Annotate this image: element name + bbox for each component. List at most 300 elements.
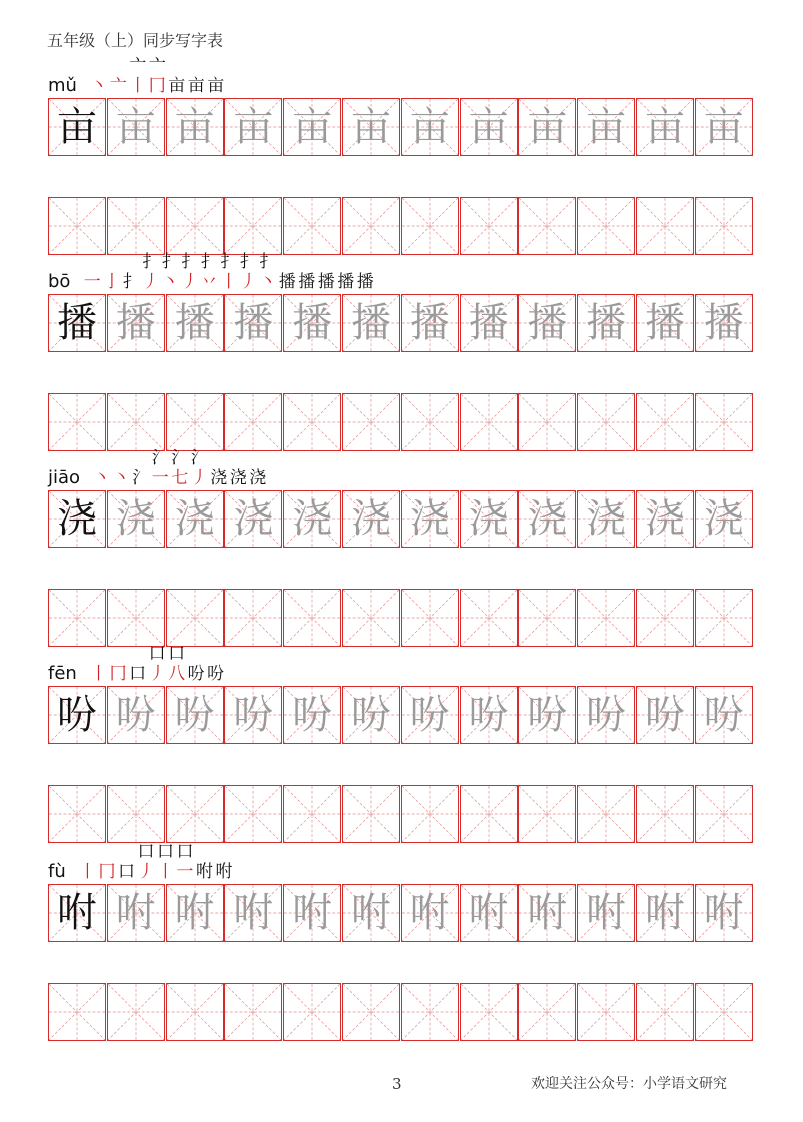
trace-cell: [224, 490, 282, 548]
stroke-new: 丨: [157, 862, 174, 882]
stroke-new: 一: [83, 272, 101, 292]
stroke-step: [229, 468, 249, 488]
practice-cell[interactable]: [48, 197, 106, 255]
stroke-base: 浇: [249, 468, 267, 488]
practice-cell[interactable]: [342, 197, 400, 255]
practice-cell[interactable]: [283, 983, 341, 1041]
practice-cell[interactable]: [342, 393, 400, 451]
trace-character: 吩: [350, 692, 391, 738]
trace-character: 浇: [292, 496, 333, 542]
trace-character: 吩: [644, 692, 685, 738]
practice-cell[interactable]: [166, 393, 224, 451]
trace-cell: [283, 490, 341, 548]
tianzige-guide: [108, 590, 164, 646]
practice-cell[interactable]: [166, 589, 224, 647]
practice-cell[interactable]: [695, 197, 753, 255]
tianzige-guide: [343, 198, 399, 254]
stroke-new: 丶: [90, 76, 108, 96]
tianzige-guide: [637, 786, 693, 842]
trace-cell: [636, 294, 694, 352]
stroke-step: [117, 862, 137, 882]
stroke-base: 扌: [181, 252, 199, 272]
stroke-step: [167, 76, 187, 96]
stroke-step: [180, 252, 200, 292]
trace-character: 亩: [468, 104, 509, 150]
pinyin: jiāo: [48, 467, 81, 488]
stroke-step: [128, 664, 148, 684]
tianzige-guide: [402, 984, 458, 1040]
practice-cell[interactable]: [283, 589, 341, 647]
trace-character: 吩: [174, 692, 215, 738]
trace-cell: [695, 884, 753, 942]
trace-cell: [401, 884, 459, 942]
practice-cell[interactable]: [577, 983, 635, 1041]
trace-cell: [107, 98, 165, 156]
practice-cell[interactable]: [401, 983, 459, 1041]
trace-character: 播: [409, 300, 450, 346]
stroke-step: [147, 644, 167, 684]
tianzige-guide: [167, 394, 223, 450]
tianzige-guide: [343, 984, 399, 1040]
trace-character: 亩: [115, 104, 156, 150]
trace-cell: [107, 294, 165, 352]
trace-cell: [401, 686, 459, 744]
trace-character: 咐: [586, 890, 627, 936]
stroke-step: [186, 76, 206, 96]
stroke-step: [82, 272, 102, 292]
tianzige-guide: [49, 394, 105, 450]
tianzige-guide: [402, 394, 458, 450]
stroke-base: 口: [148, 644, 166, 664]
stroke-step: [209, 468, 229, 488]
stroke-order-line: [48, 448, 268, 488]
tianzige-guide: [343, 394, 399, 450]
stroke-order-line: [48, 644, 225, 684]
stroke-new: 八: [168, 664, 186, 684]
practice-row: [48, 393, 754, 451]
tianzige-guide: [108, 394, 164, 450]
tianzige-guide: [578, 394, 634, 450]
practice-cell[interactable]: [166, 983, 224, 1041]
stroke-step: [128, 56, 148, 96]
tianzige-guide: [696, 394, 752, 450]
stroke-base: 扌: [122, 272, 140, 292]
trace-cell: [518, 686, 576, 744]
trace-character: 咐: [409, 890, 450, 936]
practice-cell[interactable]: [401, 785, 459, 843]
practice-cell[interactable]: [342, 983, 400, 1041]
stroke-step: [219, 252, 239, 292]
trace-cell: [460, 490, 518, 548]
stroke-new: 丨: [129, 76, 147, 96]
model-character: 咐: [57, 890, 97, 936]
practice-cell[interactable]: [224, 983, 282, 1041]
stroke-base: 氵: [151, 448, 169, 468]
practice-cell[interactable]: [695, 983, 753, 1041]
stroke-step: [89, 664, 109, 684]
trace-character: 浇: [115, 496, 156, 542]
trace-cell: [518, 98, 576, 156]
stroke-step: [92, 468, 112, 488]
stroke-sequence: [92, 448, 268, 488]
stroke-base: 亩: [207, 76, 225, 96]
trace-cell: [166, 884, 224, 942]
stroke-step: [175, 842, 195, 882]
stroke-base: 浇: [210, 468, 228, 488]
stroke-step: [136, 842, 156, 882]
trace-character: 浇: [174, 496, 215, 542]
practice-cell[interactable]: [460, 197, 518, 255]
stroke-base: 口: [157, 842, 174, 862]
stroke-new: 七: [171, 468, 189, 488]
trace-cell: [401, 490, 459, 548]
practice-cell[interactable]: [636, 785, 694, 843]
tianzige-guide: [578, 786, 634, 842]
trace-cell: [166, 98, 224, 156]
tianzige-guide: [578, 590, 634, 646]
stroke-step: [258, 252, 278, 292]
practice-cell[interactable]: [224, 197, 282, 255]
tianzige-guide: [49, 786, 105, 842]
trace-cell: [342, 686, 400, 744]
practice-cell[interactable]: [695, 589, 753, 647]
tianzige-guide: [402, 786, 458, 842]
tianzige-guide: [637, 198, 693, 254]
tianzige-guide: [461, 984, 517, 1040]
trace-character: 吩: [586, 692, 627, 738]
trace-character: 浇: [468, 496, 509, 542]
trace-character: 吩: [292, 692, 333, 738]
model-cell: [48, 98, 106, 156]
trace-cell: [695, 490, 753, 548]
stroke-base: 扌: [161, 252, 179, 272]
practice-cell[interactable]: [48, 785, 106, 843]
tianzige-guide: [637, 590, 693, 646]
tianzige-guide: [461, 786, 517, 842]
stroke-step: [156, 842, 176, 882]
practice-cell[interactable]: [518, 785, 576, 843]
practice-cell[interactable]: [166, 785, 224, 843]
practice-cell[interactable]: [518, 589, 576, 647]
practice-cell[interactable]: [107, 983, 165, 1041]
practice-cell[interactable]: [224, 393, 282, 451]
trace-character: 吩: [409, 692, 450, 738]
practice-cell[interactable]: [166, 197, 224, 255]
model-cell: [48, 490, 106, 548]
practice-cell[interactable]: [518, 197, 576, 255]
tianzige-guide: [225, 786, 281, 842]
practice-cell[interactable]: [636, 393, 694, 451]
trace-cell: [166, 294, 224, 352]
tianzige-guide: [519, 786, 575, 842]
practice-cell[interactable]: [577, 589, 635, 647]
trace-character: 咐: [527, 890, 568, 936]
practice-cell[interactable]: [577, 197, 635, 255]
tianzige-guide: [343, 590, 399, 646]
tianzige-guide: [284, 984, 340, 1040]
trace-character: 浇: [644, 496, 685, 542]
practice-cell[interactable]: [283, 785, 341, 843]
tianzige-guide: [578, 198, 634, 254]
trace-character: 亩: [527, 104, 568, 150]
tianzige-guide: [696, 590, 752, 646]
tianzige-guide: [49, 590, 105, 646]
practice-cell[interactable]: [460, 393, 518, 451]
trace-cell: [283, 884, 341, 942]
stroke-step: [190, 448, 210, 488]
trace-cell: [107, 686, 165, 744]
tianzige-guide: [225, 198, 281, 254]
stroke-base: 口: [118, 862, 135, 882]
trace-cell: [695, 686, 753, 744]
tianzige-guide: [637, 394, 693, 450]
trace-character: 播: [468, 300, 509, 346]
stroke-base: 氵: [171, 448, 189, 468]
stroke-base: 咐: [196, 862, 213, 882]
trace-character: 播: [233, 300, 274, 346]
stroke-step: [355, 272, 375, 292]
stroke-new: 丶: [259, 272, 277, 292]
trace-cell: [518, 294, 576, 352]
stroke-step: [108, 664, 128, 684]
tianzige-guide: [637, 984, 693, 1040]
trace-character: 播: [350, 300, 391, 346]
practice-cell[interactable]: [48, 589, 106, 647]
trace-cell: [695, 294, 753, 352]
tianzige-guide: [519, 198, 575, 254]
tianzige-guide: [284, 198, 340, 254]
stroke-base: 吩: [187, 664, 205, 684]
tianzige-guide: [108, 984, 164, 1040]
stroke-base: 扌: [220, 252, 238, 272]
stroke-new: 丶: [161, 272, 179, 292]
trace-character: 亩: [586, 104, 627, 150]
trace-character: 咐: [233, 890, 274, 936]
trace-cell: [166, 686, 224, 744]
trace-character: 浇: [233, 496, 274, 542]
tianzige-guide: [696, 786, 752, 842]
practice-cell[interactable]: [636, 983, 694, 1041]
practice-cell[interactable]: [342, 589, 400, 647]
practice-cell[interactable]: [48, 983, 106, 1041]
model-character: 播: [57, 300, 97, 346]
practice-cell[interactable]: [636, 197, 694, 255]
stroke-base: 浇: [229, 468, 247, 488]
practice-cell[interactable]: [283, 197, 341, 255]
stroke-base: 扌: [142, 252, 160, 272]
practice-row: [48, 983, 754, 1041]
practice-cell[interactable]: [401, 197, 459, 255]
practice-cell[interactable]: [224, 785, 282, 843]
stroke-base: 播: [298, 272, 316, 292]
practice-cell[interactable]: [107, 393, 165, 451]
stroke-step: [248, 468, 268, 488]
stroke-sequence: [82, 252, 375, 292]
practice-cell[interactable]: [518, 983, 576, 1041]
model-cell: [48, 884, 106, 942]
page-title: 五年级（上）同步写字表: [47, 31, 224, 50]
model-character: 吩: [57, 692, 97, 738]
stroke-step: [206, 664, 226, 684]
tianzige-guide: [519, 590, 575, 646]
trace-cell: [107, 490, 165, 548]
practice-row: [48, 197, 754, 255]
trace-cell: [577, 294, 635, 352]
trace-character: 咐: [703, 890, 744, 936]
stroke-base: 氵: [190, 448, 208, 468]
trace-character: 播: [115, 300, 156, 346]
trace-cell: [460, 294, 518, 352]
model-cell: [48, 294, 106, 352]
trace-character: 播: [586, 300, 627, 346]
trace-cell: [342, 98, 400, 156]
stroke-step: [97, 862, 117, 882]
trace-cell: [460, 686, 518, 744]
stroke-new: 丨: [220, 272, 238, 292]
stroke-base: 亩: [168, 76, 186, 96]
stroke-new: 一: [151, 468, 169, 488]
stroke-order-line: [48, 252, 375, 292]
trace-cell: [695, 98, 753, 156]
stroke-base: 亠: [129, 56, 147, 76]
tianzige-guide: [225, 590, 281, 646]
practice-cell[interactable]: [460, 785, 518, 843]
tianzige-guide: [519, 984, 575, 1040]
trace-character: 浇: [586, 496, 627, 542]
practice-cell[interactable]: [48, 393, 106, 451]
practice-cell[interactable]: [224, 589, 282, 647]
practice-cell[interactable]: [401, 589, 459, 647]
stroke-base: 扌: [239, 252, 257, 272]
stroke-new: 丿: [239, 272, 257, 292]
tianzige-guide: [167, 590, 223, 646]
stroke-base: 扌: [259, 252, 277, 272]
tianzige-guide: [343, 786, 399, 842]
stroke-new: 丿: [181, 272, 199, 292]
trace-cell: [224, 294, 282, 352]
trace-cell: [636, 686, 694, 744]
practice-cell[interactable]: [460, 589, 518, 647]
stroke-step: [131, 468, 151, 488]
trace-character: 亩: [174, 104, 215, 150]
trace-character: 咐: [292, 890, 333, 936]
stroke-step: [147, 56, 167, 96]
tianzige-guide: [167, 198, 223, 254]
tracing-row: [48, 884, 754, 942]
tianzige-guide: [49, 984, 105, 1040]
trace-cell: [518, 884, 576, 942]
trace-cell: [460, 884, 518, 942]
stroke-step: [277, 272, 297, 292]
practice-cell[interactable]: [107, 589, 165, 647]
practice-row: [48, 589, 754, 647]
tianzige-guide: [519, 394, 575, 450]
trace-cell: [401, 98, 459, 156]
practice-cell[interactable]: [518, 393, 576, 451]
stroke-base: 氵: [132, 468, 150, 488]
stroke-step: [102, 272, 122, 292]
stroke-base: 播: [317, 272, 335, 292]
practice-cell[interactable]: [107, 197, 165, 255]
practice-cell[interactable]: [342, 785, 400, 843]
stroke-order-line: [48, 842, 234, 882]
stroke-new: 丶: [93, 468, 111, 488]
trace-cell: [224, 884, 282, 942]
stroke-new: 丨: [90, 664, 108, 684]
practice-cell[interactable]: [283, 393, 341, 451]
trace-character: 咐: [350, 890, 391, 936]
stroke-step: [78, 862, 98, 882]
trace-character: 亩: [409, 104, 450, 150]
stroke-sequence: [89, 644, 226, 684]
stroke-step: [112, 468, 132, 488]
stroke-new: 丿: [142, 272, 160, 292]
tianzige-guide: [461, 590, 517, 646]
stroke-step: [238, 252, 258, 292]
stroke-base: 播: [278, 272, 296, 292]
practice-cell[interactable]: [401, 393, 459, 451]
page-number: 3: [392, 1075, 402, 1093]
trace-character: 吩: [115, 692, 156, 738]
practice-row: [48, 785, 754, 843]
trace-character: 吩: [233, 692, 274, 738]
trace-cell: [460, 98, 518, 156]
trace-character: 亩: [644, 104, 685, 150]
trace-character: 播: [644, 300, 685, 346]
stroke-new: 丷: [200, 272, 218, 292]
practice-cell[interactable]: [577, 785, 635, 843]
stroke-base: 口: [129, 664, 147, 684]
pinyin: fù: [48, 861, 66, 882]
stroke-base: 亠: [148, 56, 166, 76]
tianzige-guide: [284, 394, 340, 450]
stroke-step: [108, 76, 128, 96]
stroke-sequence: [89, 56, 226, 96]
trace-character: 浇: [409, 496, 450, 542]
stroke-step: [214, 862, 234, 882]
practice-cell[interactable]: [107, 785, 165, 843]
trace-cell: [401, 294, 459, 352]
trace-cell: [283, 686, 341, 744]
practice-cell[interactable]: [460, 983, 518, 1041]
tianzige-guide: [284, 590, 340, 646]
stroke-new: 丿: [148, 664, 166, 684]
stroke-step: [167, 644, 187, 684]
tracing-row: [48, 294, 754, 352]
trace-cell: [518, 490, 576, 548]
trace-cell: [342, 490, 400, 548]
practice-cell[interactable]: [636, 589, 694, 647]
stroke-step: [121, 272, 141, 292]
stroke-new: 亅: [103, 272, 121, 292]
trace-cell: [636, 884, 694, 942]
tianzige-guide: [108, 786, 164, 842]
trace-character: 浇: [703, 496, 744, 542]
practice-cell[interactable]: [695, 785, 753, 843]
model-cell: [48, 686, 106, 744]
practice-cell[interactable]: [695, 393, 753, 451]
tianzige-guide: [167, 984, 223, 1040]
trace-cell: [636, 490, 694, 548]
stroke-step: [336, 272, 356, 292]
trace-character: 亩: [703, 104, 744, 150]
tracing-row: [48, 98, 754, 156]
model-character: 亩: [57, 104, 97, 150]
trace-character: 播: [703, 300, 744, 346]
practice-cell[interactable]: [577, 393, 635, 451]
stroke-step: [206, 76, 226, 96]
trace-character: 咐: [174, 890, 215, 936]
